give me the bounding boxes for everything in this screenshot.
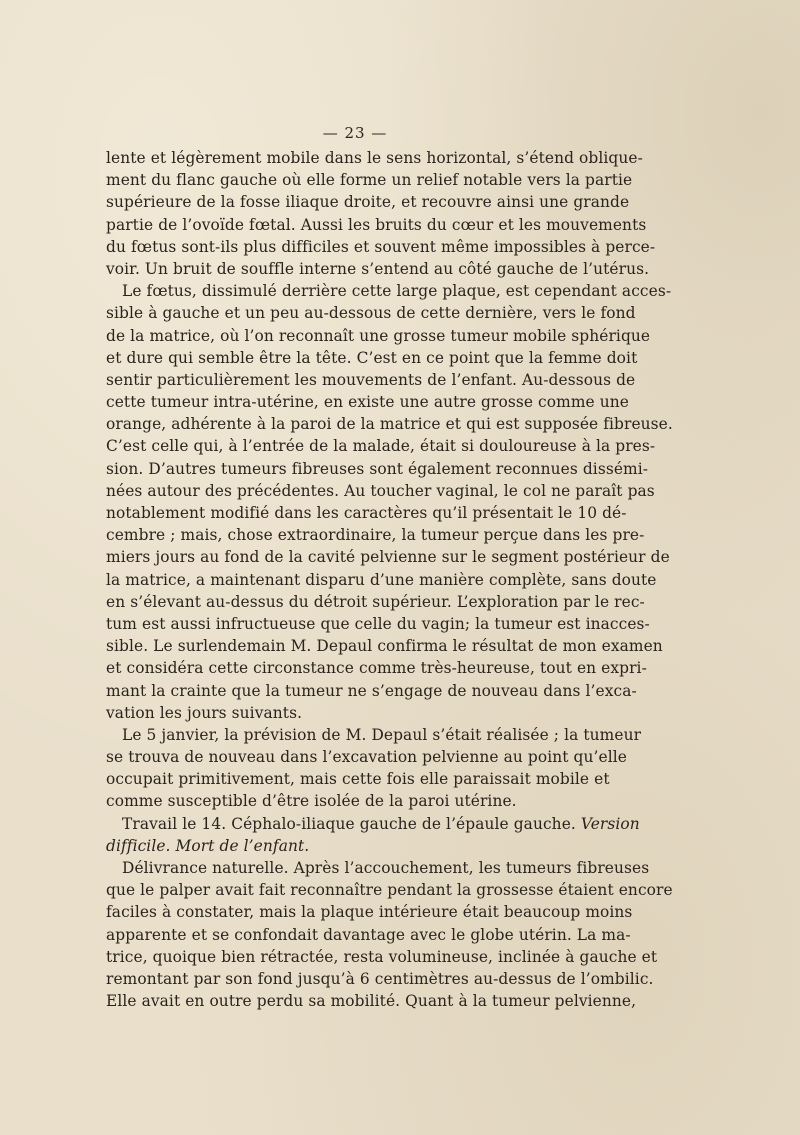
text-line (106, 258, 650, 280)
text-line-content: supérieure de la fosse iliaque droite, et recouvre ainsi une grande (106, 193, 630, 212)
italic-text: Version (580, 814, 640, 833)
text-line-content: du fœtus sont-ils plus difficiles et souvent même impossibles à perce- (106, 237, 656, 256)
text-line (106, 435, 656, 457)
text-line (106, 391, 629, 413)
text-line-content: ment du flanc gauche où elle forme un relief notable vers la partie (106, 171, 633, 190)
text-line-content: la matrice, a maintenant disparu d’une manière complète, sans doute (106, 570, 657, 589)
text-line-content: cembre ; mais, chose extraordinaire, la tumeur perçue dans les pre- (106, 526, 645, 545)
text-line (106, 657, 647, 679)
body-text (106, 147, 673, 1012)
text-line (106, 546, 670, 568)
text-line-content: Le 5 janvier, la prévision de M. Depaul s’était réalisée ; la tumeur (122, 725, 642, 744)
italic-text: difficile. Mort de l’enfant. (106, 836, 310, 855)
text-line (106, 169, 633, 191)
text-line-content: de la matrice, où l’on reconnaît une grosse tumeur mobile sphérique (106, 326, 651, 345)
text-line-content: voir. Un bruit de souffle interne s’entend au côté gauche de l’utérus. (106, 259, 650, 278)
text-line-content: sion. D’autres tumeurs fibreuses sont également reconnues dissémi- (106, 459, 649, 478)
text-line (106, 325, 651, 347)
text-line (106, 724, 642, 746)
text-line-content: faciles à constater, mais la plaque intérieure était beaucoup moins (106, 903, 633, 922)
text-line-content: partie de l’ovoïde fœtal. Aussi les bruits du cœur et les mouvements (106, 215, 647, 234)
text-line-content: Délivrance naturelle. Après l’accouchement, les tumeurs fibreuses (122, 859, 650, 877)
text-line (106, 968, 654, 990)
text-line (106, 613, 650, 635)
text-line-content: nées autour des précédentes. Au toucher vaginal, le col ne paraît pas (106, 481, 655, 500)
text-line-content: tum est aussi infructueuse que celle du vagin; la tumeur est inacces- (106, 614, 650, 633)
text-line-content: apparente et se confondait davantage avec le globe utérin. La ma- (106, 925, 631, 944)
text-line (106, 147, 643, 169)
text-line (106, 502, 627, 524)
text-line (106, 480, 655, 502)
text-line (106, 746, 627, 768)
text-line-content: comme susceptible d’être isolée de la paroi utérine. (106, 792, 517, 811)
text-line (106, 924, 631, 946)
text-line (106, 302, 636, 324)
page-number: — 23 — (322, 124, 388, 142)
text-line (106, 347, 638, 369)
text-line (106, 857, 650, 879)
text-line-content: en s’élevant au-dessus du détroit supérieur. L’exploration par le rec- (106, 592, 645, 611)
text-line (106, 569, 657, 591)
text-line-content: miers jours au fond de la cavité pelvienne sur le segment postérieur de (106, 548, 670, 567)
text-line (106, 990, 637, 1012)
text-line (106, 901, 633, 923)
text-line (106, 413, 673, 435)
text-line-content: lente et légèrement mobile dans le sens horizontal, s’étend oblique- (106, 149, 643, 167)
text-line (106, 191, 630, 213)
text-line-content: C’est celle qui, à l’entrée de la malade, était si douloureuse à la pres- (106, 437, 656, 456)
text-line-content: et considéra cette circonstance comme très-heureuse, tout en expri- (106, 659, 647, 678)
text-line-content: notablement modifié dans les caractères qu’il présentait le 10 dé- (106, 504, 627, 522)
text-line-content: occupait primitivement, mais cette fois elle paraissait mobile et (106, 770, 610, 789)
text-line (106, 946, 658, 968)
text-line-content: vation les jours suivants. (106, 703, 303, 722)
text-line-content: Travail le 14. Céphalo-iliaque gauche de l’épaule gauche. (122, 814, 576, 833)
text-line-content: sible. Le surlendemain M. Depaul confirma le résultat de mon examen (106, 637, 663, 656)
text-line (106, 879, 673, 901)
text-line (106, 369, 636, 391)
text-line (106, 280, 672, 302)
text-line-content: orange, adhérente à la paroi de la matrice et qui est supposée fibreuse. (106, 415, 673, 434)
text-line (106, 835, 600, 857)
text-line (106, 813, 640, 835)
text-line-content: Le fœtus, dissimulé derrière cette large plaque, est cependant acces- (122, 282, 672, 301)
text-line (106, 790, 600, 812)
text-line (106, 635, 663, 657)
text-line (106, 524, 645, 546)
text-line (106, 768, 610, 790)
text-line-content: mant la crainte que la tumeur ne s’engage de nouveau dans l’exca- (106, 681, 637, 700)
text-line (106, 680, 637, 702)
text-line (106, 702, 600, 724)
text-line-content: Elle avait en outre perdu sa mobilité. Quant à la tumeur pelvienne, (106, 992, 637, 1011)
text-line-content: cette tumeur intra-utérine, en existe une autre grosse comme une (106, 393, 629, 412)
text-line-content: sible à gauche et un peu au-dessous de cette dernière, vers le fond (106, 304, 636, 323)
text-line (106, 236, 656, 258)
text-line-content: se trouva de nouveau dans l’excavation pelvienne au point qu’elle (106, 748, 627, 767)
text-line-content: sentir particulièrement les mouvements de l’enfant. Au-dessous de (106, 370, 636, 389)
text-line (106, 214, 647, 236)
text-line (106, 458, 649, 480)
text-line-content: que le palper avait fait reconnaître pendant la grossesse étaient encore (106, 881, 673, 900)
text-line-content: remontant par son fond jusqu’à 6 centimètres au-dessus de l’ombilic. (106, 969, 654, 988)
text-line-content: trice, quoique bien rétractée, resta volumineuse, inclinée à gauche et (106, 947, 658, 966)
text-line-content: et dure qui semble être la tête. C’est en ce point que la femme doit (106, 348, 638, 367)
text-line (106, 591, 645, 613)
